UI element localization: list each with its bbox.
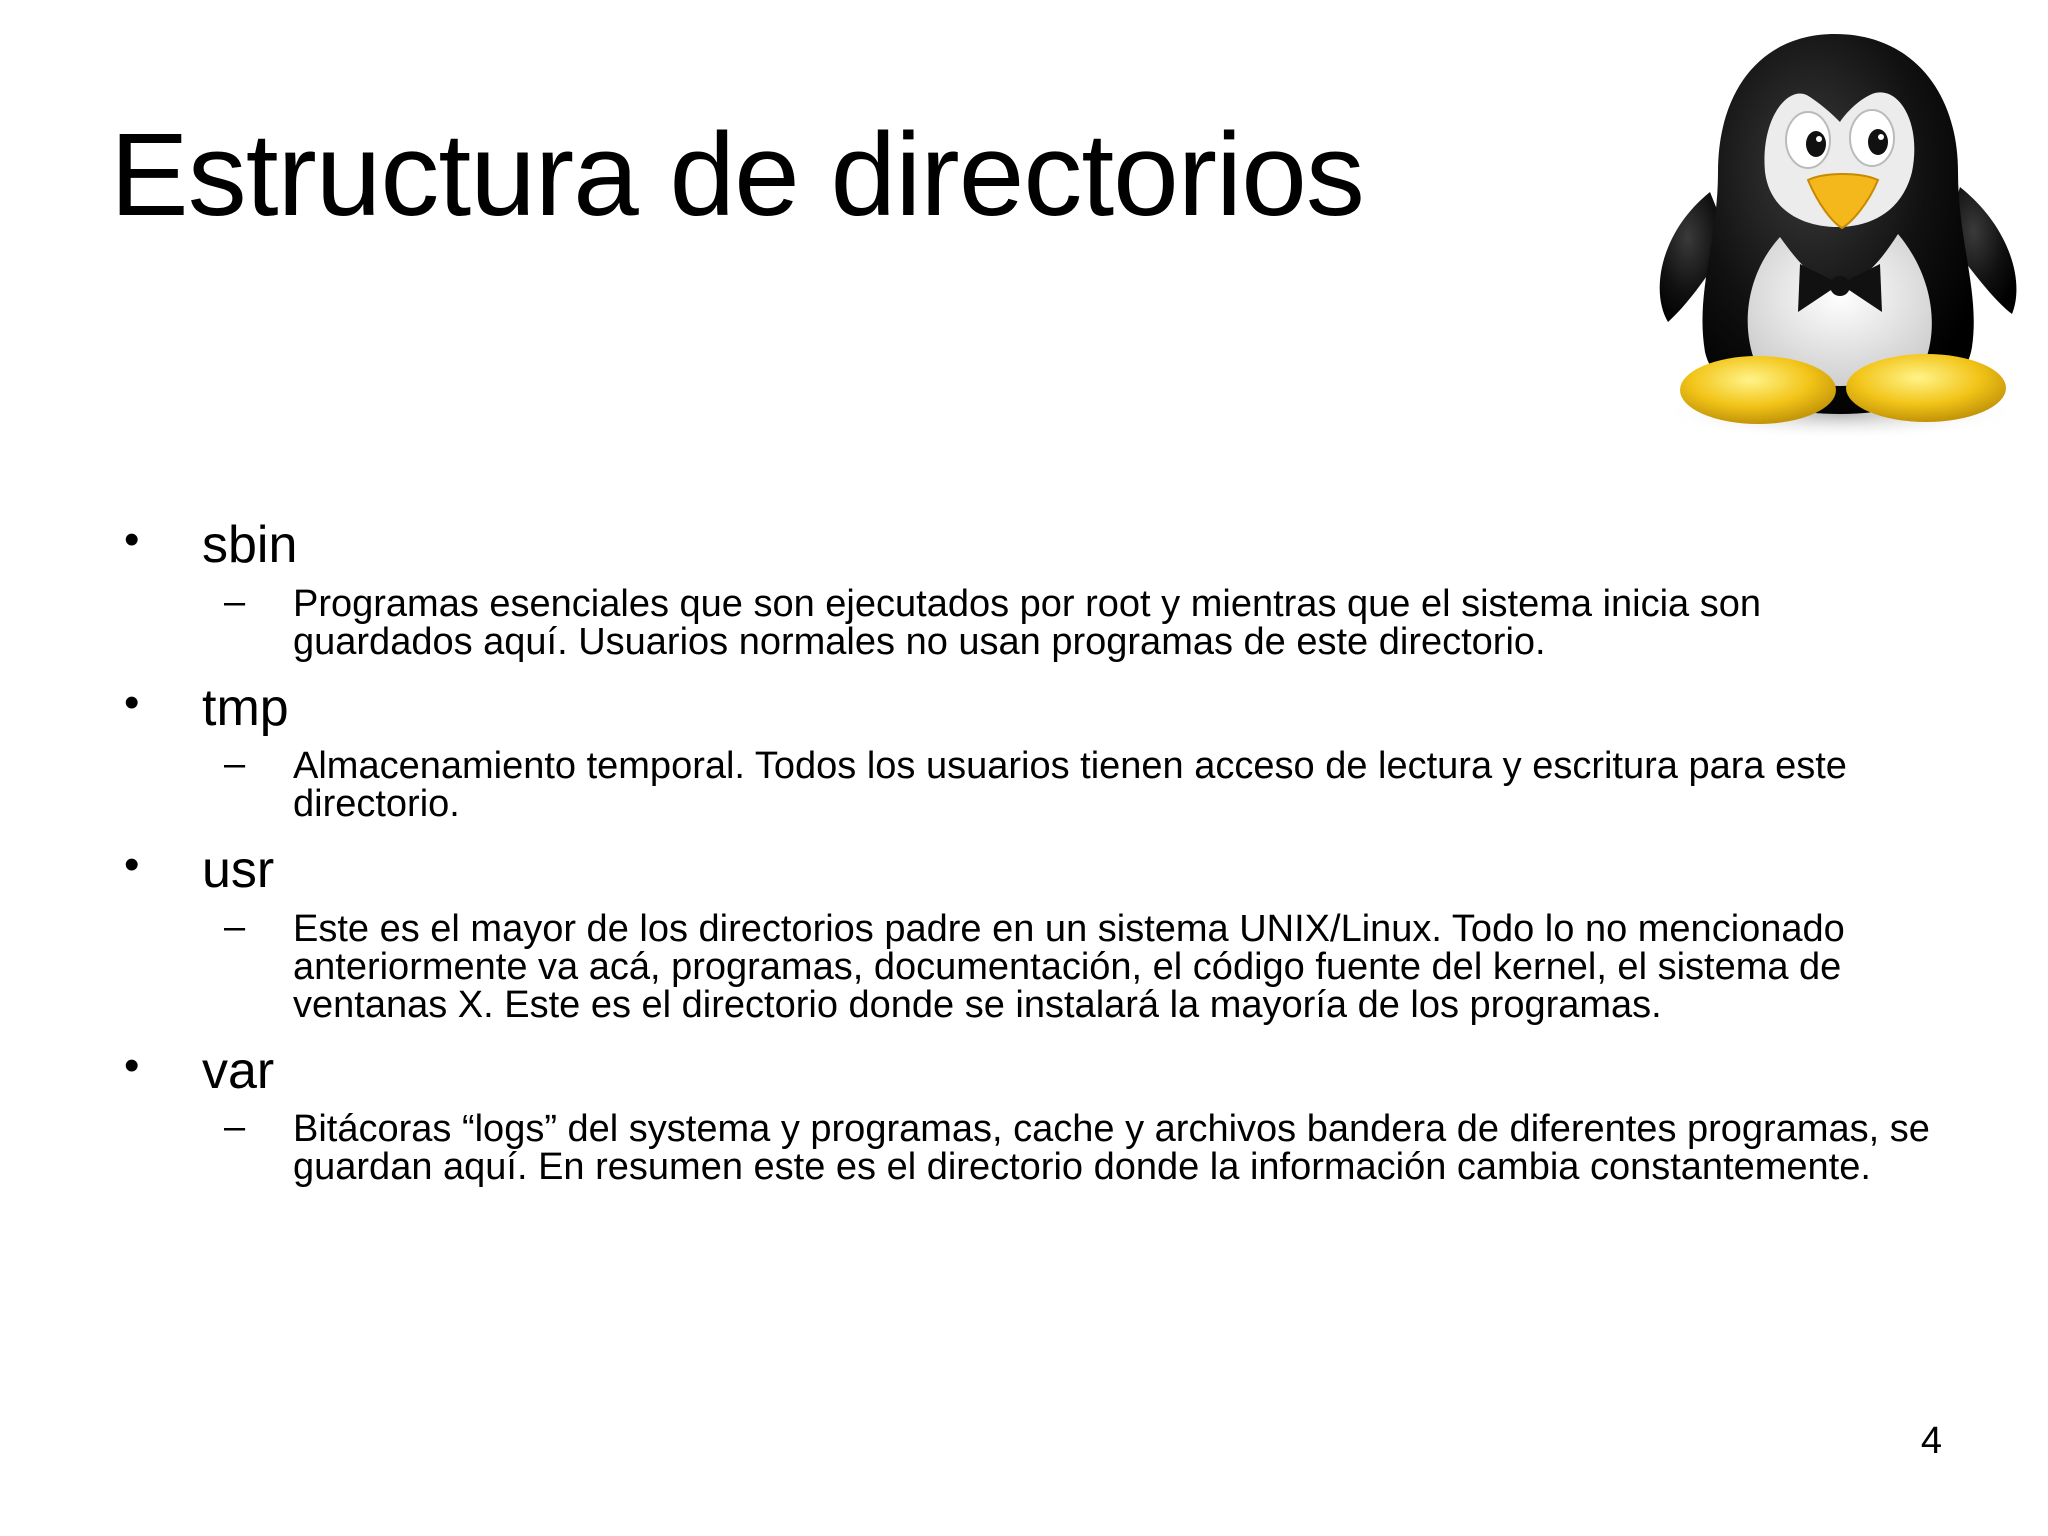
directory-description: Este es el mayor de los directorios padre en un sistema UNIX/Linux. Todo lo no mencionado anteriormente va acá, programas, documentación, el código fuente del kernel, el sistema de ventanas X. Este es el directorio donde se instalará la mayoría de los programas. xyxy=(293,907,1845,1026)
directory-name: tmp xyxy=(202,678,289,737)
bullet-glyph: • xyxy=(124,840,140,890)
list-item xyxy=(120,837,1950,1024)
directory-description: Programas esenciales que son ejecutados por root y mientras que el sistema inicia son guardados aquí. Usuarios normales no usan programas de este directorio. xyxy=(293,582,1761,663)
dash-glyph: – xyxy=(224,905,246,948)
directory-description: Bitácoras “logs” del systema y programas, cache y archivos bandera de diferentes programas, se guardan aquí. En resumen este es el directorio donde la información cambia constantemente. xyxy=(293,1108,1930,1189)
directory-name: sbin xyxy=(202,516,298,574)
bullet-glyph: • xyxy=(124,677,140,727)
list-item xyxy=(120,1038,1950,1187)
dash-glyph: – xyxy=(224,743,246,786)
bullet-glyph: • xyxy=(124,515,140,564)
page-number: 4 xyxy=(1920,1420,1942,1462)
dash-glyph: – xyxy=(224,580,246,623)
bullet-list xyxy=(120,512,1950,1200)
bullet-glyph: • xyxy=(124,1040,140,1090)
directory-description: Almacenamiento temporal. Todos los usuarios tienen acceso de lectura y escritura para este directorio. xyxy=(293,745,1847,826)
penguin-tux-tuxedo-icon xyxy=(1640,22,2030,442)
directory-name: usr xyxy=(202,841,275,900)
list-item xyxy=(120,512,1950,661)
dash-glyph: – xyxy=(224,1106,246,1149)
directory-name: var xyxy=(202,1041,275,1100)
list-item xyxy=(120,675,1950,824)
slide-title: Estructura de directorios xyxy=(110,109,1364,241)
